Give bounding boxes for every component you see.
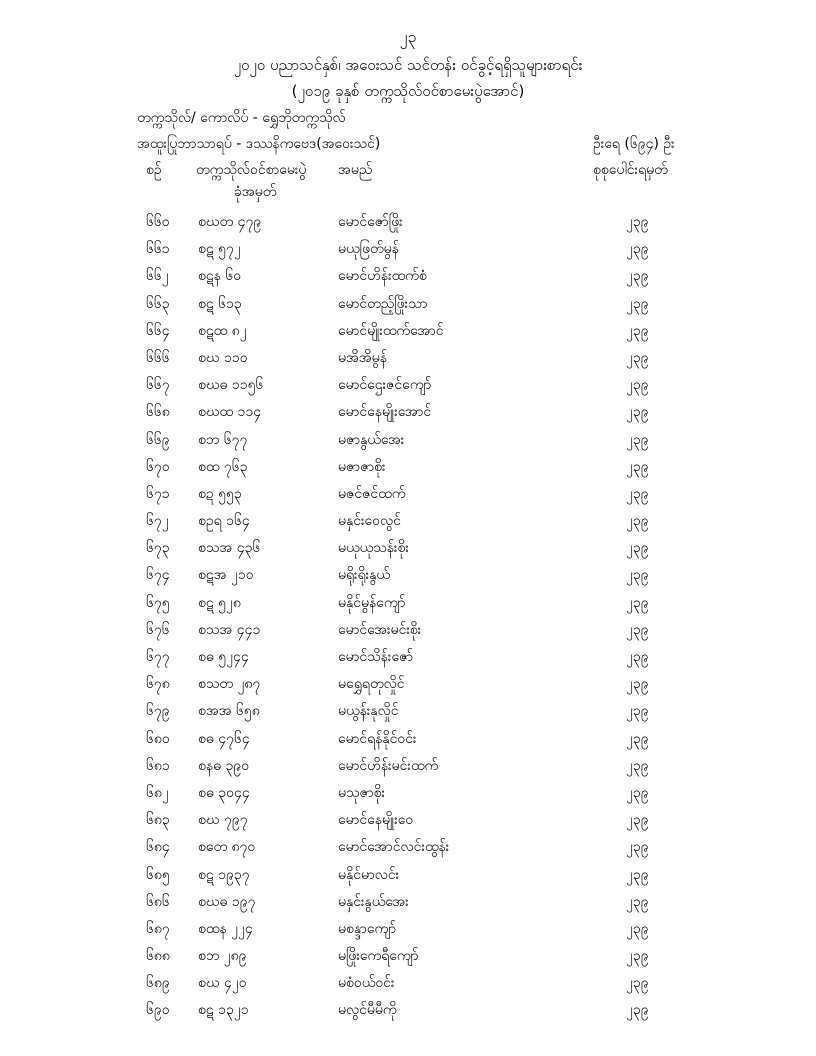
total-marks: ၂၃၉ bbox=[626, 431, 649, 448]
row-number: ၆၇၅ bbox=[146, 594, 170, 611]
student-name: မအိအိမွန် bbox=[338, 349, 387, 366]
table-row bbox=[0, 402, 816, 429]
total-marks: ၂၃၉ bbox=[626, 703, 649, 720]
student-name: မောင်ဟိန်းမင်းထက် bbox=[338, 757, 439, 774]
row-number: ၆၆၁ bbox=[146, 241, 170, 258]
roll-number: စဃ ၄၂၀ bbox=[198, 975, 247, 992]
table-row bbox=[0, 321, 816, 348]
column-header-roll: တက္ကသိုလ်ဝင်စာမေးပွဲ bbox=[196, 162, 307, 178]
column-header-name: အမည် bbox=[338, 162, 373, 178]
student-name: မယုဖြတ်မွန် bbox=[338, 241, 399, 258]
row-number: ၆၆၇ bbox=[146, 377, 170, 394]
student-name: မယုယုသန်းစိုး bbox=[338, 540, 409, 557]
total-marks: ၂၃၉ bbox=[626, 567, 649, 584]
table-row bbox=[0, 266, 816, 293]
roll-number: စဋ ၅၂၈ bbox=[198, 594, 241, 611]
total-marks: ၂၃၉ bbox=[626, 920, 649, 937]
column-header-no: စဉ် bbox=[146, 162, 162, 178]
row-number: ၆၇၈ bbox=[146, 676, 170, 693]
table-row bbox=[0, 430, 816, 457]
student-name: မောင်အေးမင်းစိုး bbox=[338, 621, 422, 638]
total-marks: ၂၃၉ bbox=[626, 458, 649, 475]
roll-number: စဃ ၇၉၇ bbox=[198, 812, 248, 829]
roll-number: စဃဓ ၁၉၇ bbox=[198, 893, 256, 910]
roll-number: စထ ၇၆၃ bbox=[198, 458, 248, 475]
student-name: မစံဝယ်ဝင်း bbox=[338, 975, 395, 992]
table-row bbox=[0, 674, 816, 701]
student-list bbox=[0, 212, 816, 1028]
total-marks: ၂၃၉ bbox=[626, 295, 649, 312]
row-number: ၆၇၁ bbox=[146, 485, 170, 502]
table-row bbox=[0, 919, 816, 946]
roll-number: စအအ ၆၅၈ bbox=[198, 703, 260, 720]
student-name: မောင်ဇော်ဖြိုး bbox=[338, 214, 403, 230]
total-marks: ၂၃၉ bbox=[626, 377, 649, 394]
student-name: မောင်ရန်နိုင်ဝင်း bbox=[338, 730, 417, 747]
table-row bbox=[0, 946, 816, 973]
row-number: ၆၈၁ bbox=[146, 757, 170, 774]
table-row bbox=[0, 865, 816, 892]
student-name: မောင်ဌေးဇင်ကျော် bbox=[338, 377, 432, 394]
total-marks: ၂၃၉ bbox=[626, 513, 649, 530]
roll-number: စဓ ၅၂၄၄ bbox=[198, 649, 249, 665]
table-row bbox=[0, 837, 816, 864]
student-name: မရွှေရတုလှိုင် bbox=[338, 676, 405, 693]
row-number: ၆၆၉ bbox=[146, 431, 170, 448]
total-marks: ၂၃၉ bbox=[626, 975, 649, 992]
roll-number: စဋ ၁၃၂၁ bbox=[198, 1002, 249, 1019]
table-row bbox=[0, 973, 816, 1000]
student-name: မနိုင်မာလင်း bbox=[338, 866, 400, 883]
total-marks: ၂၃၉ bbox=[626, 948, 649, 965]
student-name: မနှင်းနွယ်အေး bbox=[338, 893, 409, 910]
roll-number: စဘ ၆၇၇ bbox=[198, 431, 248, 448]
table-row bbox=[0, 239, 816, 266]
total-marks: ၂၃၉ bbox=[626, 322, 649, 339]
total-marks: ၂၃၉ bbox=[626, 676, 649, 693]
table-row bbox=[0, 538, 816, 565]
table-row bbox=[0, 484, 816, 511]
row-number: ၆၆၆ bbox=[146, 349, 170, 366]
roll-number: စတေ ၈၇၀ bbox=[198, 839, 256, 856]
total-marks: ၂၃၉ bbox=[626, 540, 649, 557]
student-name: မောင်နေမျိုးဝေ bbox=[338, 812, 414, 829]
roll-number: စသတ ၂၈၇ bbox=[198, 676, 261, 693]
document-subtitle: (၂၀၁၉ ခုနှစ် တက္ကသိုလ်ဝင်စာမေးပွဲအောင်) bbox=[291, 82, 525, 100]
total-marks: ၂၃၉ bbox=[626, 349, 649, 366]
row-number: ၆၆၀ bbox=[146, 214, 170, 230]
row-number: ၆၆၄ bbox=[146, 322, 170, 339]
row-number: ၆၈၇ bbox=[146, 920, 170, 937]
document-title: ၂၀၂၀ ပညာသင်နှစ်၊ အဝေးသင် သင်တန်း ဝင်ခွင့်ရရှိသူများစာရင်း bbox=[233, 56, 583, 74]
table-row bbox=[0, 565, 816, 592]
total-marks: ၂၃၉ bbox=[626, 241, 649, 258]
student-name: မောင်သိန်းဇော် bbox=[338, 649, 414, 665]
total-marks: ၂၃၉ bbox=[626, 268, 649, 285]
table-row bbox=[0, 375, 816, 402]
roll-number: စဥရ ၁၆၄ bbox=[198, 513, 250, 530]
roll-number: စဋ ၅၇၂ bbox=[198, 241, 241, 258]
roll-number: စဍ ၅၅၃ bbox=[198, 485, 242, 502]
table-row bbox=[0, 756, 816, 783]
row-number: ၆၆၈ bbox=[146, 404, 170, 421]
total-marks: ၂၃၉ bbox=[626, 730, 649, 747]
column-header-roll-sub: ခုံအမှတ် bbox=[234, 184, 277, 200]
total-marks: ၂၃၉ bbox=[626, 757, 649, 774]
table-row bbox=[0, 810, 816, 837]
row-number: ၆၆၃ bbox=[146, 295, 170, 312]
table-row bbox=[0, 348, 816, 375]
row-number: ၆၇၉ bbox=[146, 703, 170, 720]
table-row bbox=[0, 647, 816, 674]
roll-number: စဃဓ ၁၁၅၆ bbox=[198, 377, 264, 394]
row-number: ၆၇၄ bbox=[146, 567, 170, 584]
row-number: ၆၈၈ bbox=[146, 948, 170, 965]
total-marks: ၂၃၉ bbox=[626, 404, 649, 421]
total-marks: ၂၃၉ bbox=[626, 649, 649, 665]
row-number: ၆၉၀ bbox=[146, 1002, 170, 1019]
student-name: မနိုင်မွန်ကျော် bbox=[338, 594, 406, 611]
total-marks: ၂၃၉ bbox=[626, 214, 649, 230]
major-line: အထူးပြုဘာသာရပ် - ဒဿနိကဗေဒ(အဝေးသင်) bbox=[137, 136, 381, 152]
table-row bbox=[0, 701, 816, 728]
roll-number: စဃထ ၁၁၄ bbox=[198, 404, 262, 421]
row-number: ၆၇၀ bbox=[146, 458, 170, 475]
row-number: ၆၈၂ bbox=[146, 784, 169, 801]
row-number: ၆၆၂ bbox=[146, 268, 169, 285]
roll-number: စဋထ ၈၂ bbox=[198, 322, 247, 339]
row-number: ၆၇၂ bbox=[146, 513, 169, 530]
row-number: ၆၈၀ bbox=[146, 730, 170, 747]
student-name: မဇင်ဇင်ထက် bbox=[338, 485, 406, 502]
student-name: မောင်မျိုးထက်အောင် bbox=[338, 322, 444, 339]
roll-number: စဓ ၄၇၆၄ bbox=[198, 730, 250, 747]
total-marks: ၂၃၉ bbox=[626, 839, 649, 856]
student-name: မောင်ဟိန်းထက်စံ bbox=[338, 268, 427, 285]
total-marks: ၂၃၉ bbox=[626, 812, 649, 829]
roll-number: စသအ ၄၄၁ bbox=[198, 621, 261, 638]
table-row bbox=[0, 892, 816, 919]
total-marks: ၂၃၉ bbox=[626, 485, 649, 502]
row-number: ၆၈၆ bbox=[146, 893, 170, 910]
table-row bbox=[0, 511, 816, 538]
total-marks: ၂၃၉ bbox=[626, 621, 649, 638]
roll-number: စသအ ၄၃၆ bbox=[198, 540, 261, 557]
roll-number: စဋန ၆၀ bbox=[198, 268, 242, 285]
row-number: ၆၇၃ bbox=[146, 540, 170, 557]
page-number: ၂၃ bbox=[399, 27, 417, 46]
roll-number: စထန ၂၂၄ bbox=[198, 920, 253, 937]
student-name: မသုဇာစိုး bbox=[338, 784, 386, 801]
student-name: မစန္ဒာကျော် bbox=[338, 920, 397, 937]
student-name: မောင်နေမျိုးအောင် bbox=[338, 404, 432, 421]
column-header-total-marks: စုစုပေါင်းရမှတ် bbox=[593, 162, 668, 178]
table-row bbox=[0, 212, 816, 239]
row-number: ၆၈၉ bbox=[146, 975, 170, 992]
table-row bbox=[0, 1000, 816, 1027]
row-number: ၆၇၇ bbox=[146, 649, 170, 665]
student-name: မယွန်းနုလှိုင် bbox=[338, 703, 399, 720]
roll-number: စဘ ၂၈၉ bbox=[198, 948, 247, 965]
table-row bbox=[0, 783, 816, 810]
row-number: ၆၈၅ bbox=[146, 866, 170, 883]
student-name: မဇာဇာစိုး bbox=[338, 458, 386, 475]
student-name: မောင်အောင်လင်းထွန်း bbox=[338, 839, 450, 856]
row-number: ၆၈၄ bbox=[146, 839, 170, 856]
total-marks: ၂၃၉ bbox=[626, 1002, 649, 1019]
student-name: မနှင်းဝေလွင် bbox=[338, 513, 401, 530]
table-row bbox=[0, 457, 816, 484]
roll-number: စဃတ ၄၇၉ bbox=[198, 214, 262, 230]
total-marks: ၂၃၉ bbox=[626, 594, 649, 611]
table-row bbox=[0, 593, 816, 620]
student-name: မောင်တည့်ဖြိုးသာ bbox=[338, 295, 428, 312]
student-name: မဇာနွယ်အေး bbox=[338, 431, 405, 448]
total-marks: ၂၃၉ bbox=[626, 866, 649, 883]
student-total: ဦးရေ (၆၉၄) ဦး bbox=[593, 136, 675, 152]
total-marks: ၂၃၉ bbox=[626, 893, 649, 910]
total-marks: ၂၃၉ bbox=[626, 784, 649, 801]
row-number: ၆၈၃ bbox=[146, 812, 170, 829]
table-row bbox=[0, 620, 816, 647]
student-name: မရိုးရိုးနွယ် bbox=[338, 567, 391, 584]
student-name: မဖြိုးကေရီကျော် bbox=[338, 948, 419, 965]
roll-number: စဓ ၃၀၄၄ bbox=[198, 784, 250, 801]
university-line: တက္ကသိုလ်/ ကောလိပ် - ရွှေဘိုတက္ကသိုလ် bbox=[137, 110, 346, 126]
student-name: မလွင်မီမီကို bbox=[338, 1002, 397, 1019]
table-row bbox=[0, 729, 816, 756]
roll-number: စဋ ၆၁၃ bbox=[198, 295, 242, 312]
roll-number: စဃ ၁၁၀ bbox=[198, 349, 248, 366]
roll-number: စဋအ ၂၁၀ bbox=[198, 567, 254, 584]
row-number: ၆၇၆ bbox=[146, 621, 170, 638]
roll-number: စနဓ ၃၉၀ bbox=[198, 757, 250, 774]
table-row bbox=[0, 294, 816, 321]
roll-number: စဋ ၁၉၃၇ bbox=[198, 866, 250, 883]
